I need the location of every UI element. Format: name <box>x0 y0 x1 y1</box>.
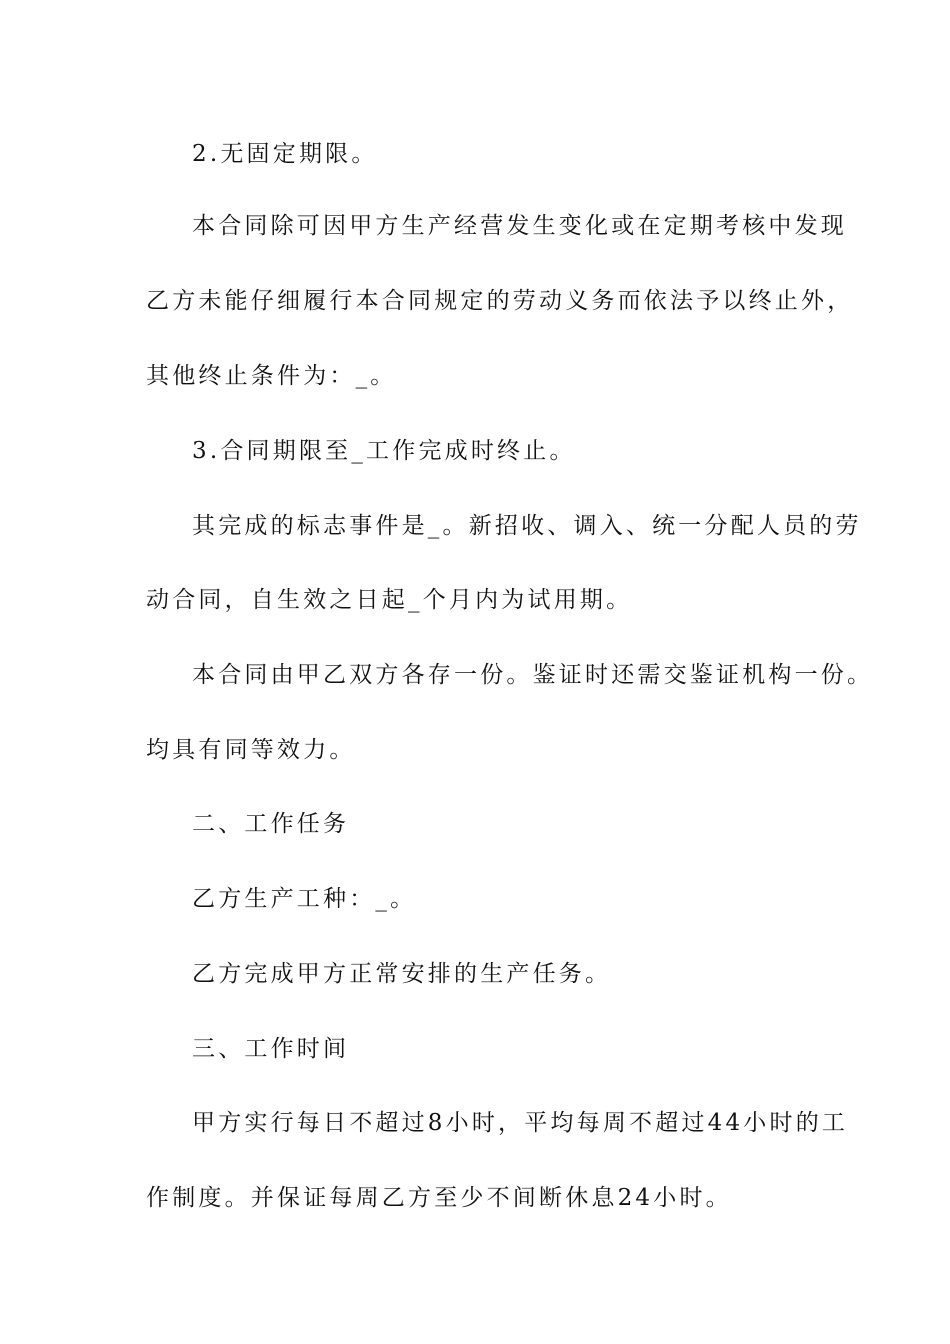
clause-term-indefinite: 2.无固定期限。 <box>192 141 378 167</box>
clause-term-task-completion: 3.合同期限至_工作完成时终止。 <box>192 438 576 464</box>
paragraph-production-tasks: 乙方完成甲方正常安排的生产任务。 <box>192 961 612 987</box>
paragraph-probation-line-1: 其完成的标志事件是_。新招收、调入、统一分配人员的劳 <box>192 513 862 539</box>
paragraph-hours-line-2: 作制度。并保证每周乙方至少不间断休息24小时。 <box>146 1185 732 1211</box>
section-heading-work-tasks: 二、工作任务 <box>192 811 350 837</box>
paragraph-hours-line-1: 甲方实行每日不超过8小时，平均每周不超过44小时的工 <box>192 1110 849 1136</box>
paragraph-work-type: 乙方生产工种：_。 <box>192 886 417 912</box>
paragraph-copies-line-1: 本合同由甲乙双方各存一份。鉴证时还需交鉴证机构一份。 <box>192 662 874 688</box>
paragraph-termination-line-1: 本合同除可因甲方生产经营发生变化或在定期考核中发现 <box>192 213 847 239</box>
paragraph-probation-line-2: 动合同，自生效之日起_个月内为试用期。 <box>146 587 633 613</box>
paragraph-termination-line-2: 乙方未能仔细履行本合同规定的劳动义务而依法予以终止外， <box>146 288 854 314</box>
paragraph-copies-line-2: 均具有同等效力。 <box>146 737 356 763</box>
section-heading-working-hours: 三、工作时间 <box>192 1036 350 1062</box>
paragraph-termination-line-3: 其他终止条件为：_。 <box>146 363 397 389</box>
